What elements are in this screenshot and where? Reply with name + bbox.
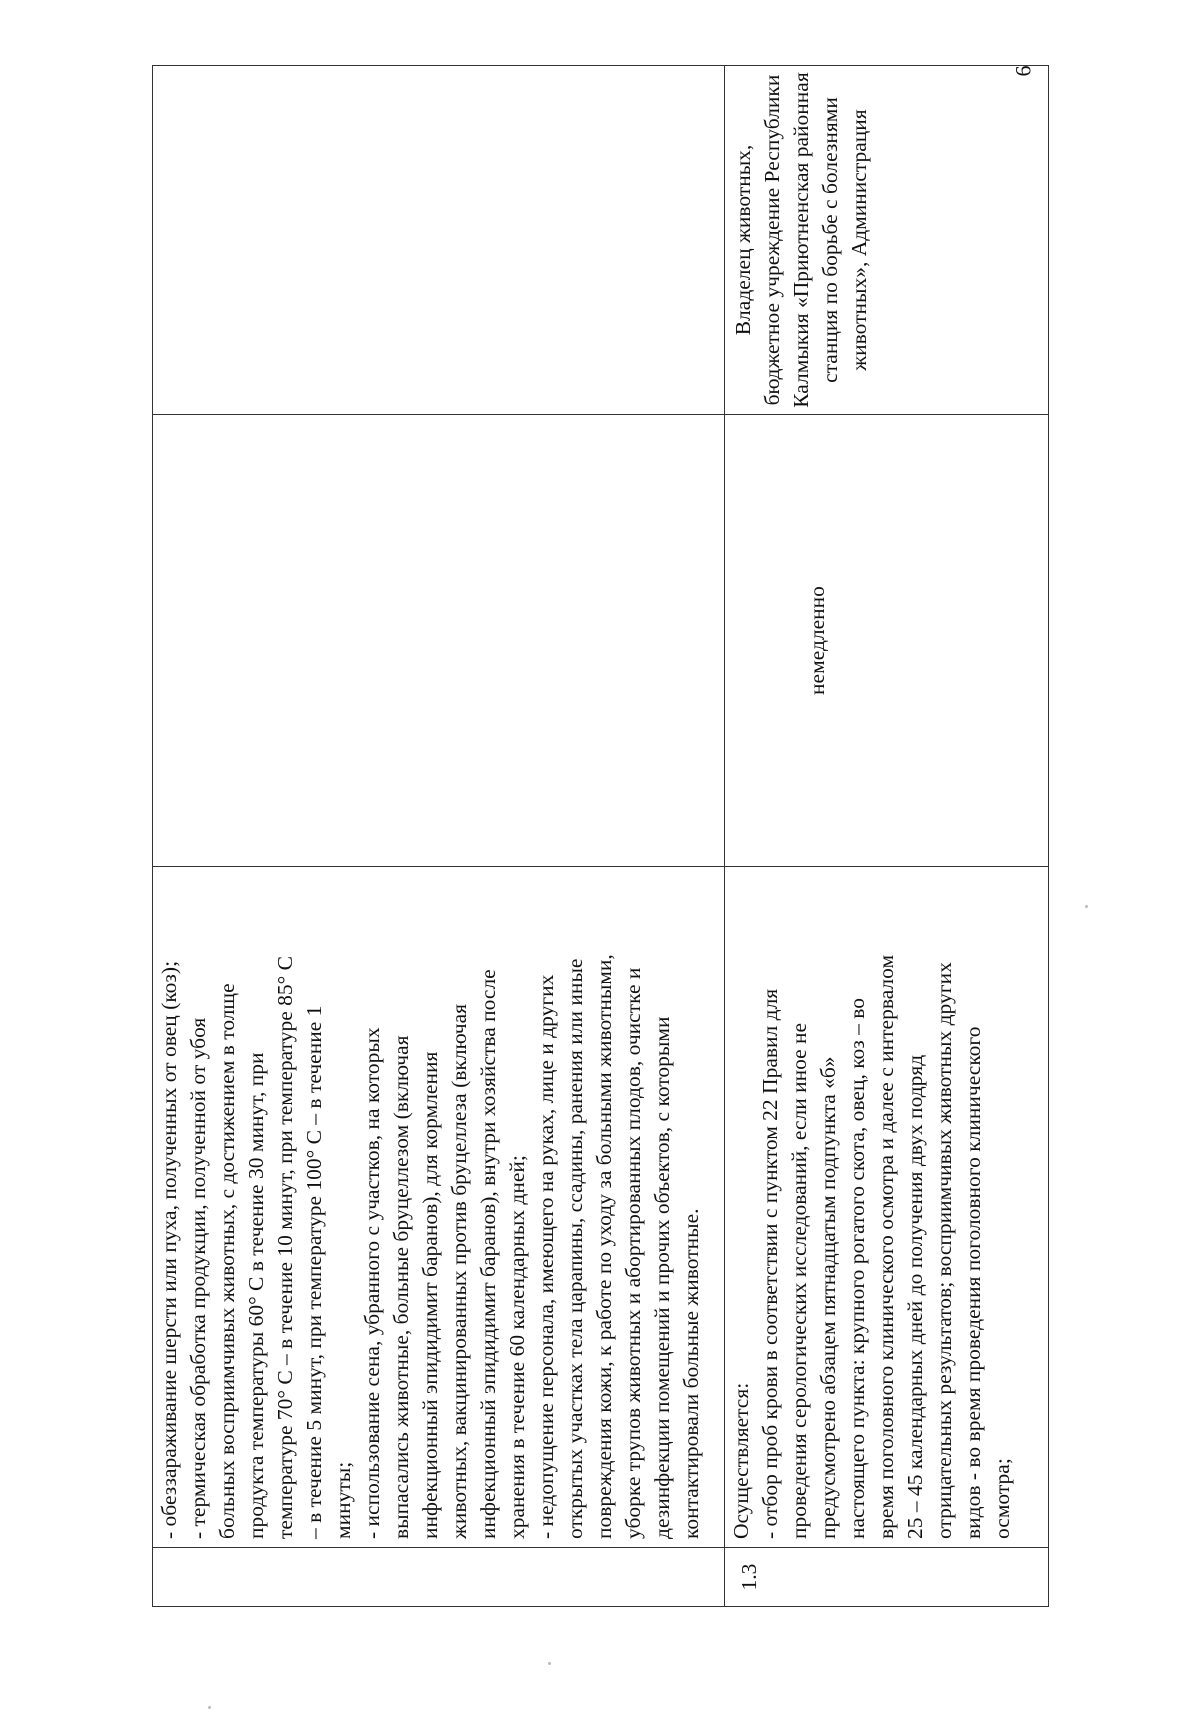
text-line: контактировали больные животные.: [679, 1208, 703, 1539]
rotated-page: [152, 66, 1048, 1607]
text-line: инфекционный эпидидимит баранов), для кормления: [418, 1051, 442, 1539]
measure-text: [153, 867, 706, 1547]
text-line: - отбор проб крови в соответствии с пунктом 22 Правил для: [758, 988, 782, 1539]
text-line: время поголовного клинического осмотра и далее с интервалом: [874, 954, 898, 1539]
scan-speck: [548, 1662, 551, 1665]
text-line: температуре 70° С – в течение 10 минут, при температуре 85° С: [273, 956, 297, 1539]
text-line: Осуществляется:: [729, 1382, 753, 1539]
text-line: повреждения кожи, к работе по уходу за больными животными,: [592, 954, 616, 1539]
table-row: [153, 66, 725, 1607]
row-number-cell: [725, 1548, 1049, 1607]
term-text: немедленно: [805, 586, 829, 695]
text-line: животных», Администрация: [847, 109, 871, 371]
text-line: - обеззараживание шерсти или пуха, полученных от овец (коз);: [157, 960, 181, 1539]
text-line: открытых участках тела царапины, ссадины, ранения или иные: [563, 958, 587, 1539]
text-line: - недопущение персонала, имеющего на руках, лице и других: [534, 974, 558, 1539]
text-line: животных, вакцинированных против бруцеллеза (включая: [447, 1003, 471, 1539]
text-line: 25 – 45 календарных дней до получения двух подряд: [903, 1054, 927, 1539]
text-line: отрицательных результатов; восприимчивых животных других: [932, 962, 956, 1539]
text-line: дезинфекции помещений и прочих объектов, с которыми: [650, 1016, 674, 1539]
responsible-text: [725, 66, 874, 414]
row-number-cell: [153, 1548, 725, 1607]
text-line: - использование сена, убранного с участков, на которых: [360, 1027, 384, 1539]
scan-speck: [1085, 905, 1088, 908]
responsible-cell: [725, 66, 1049, 415]
measure-text-cell: [153, 867, 725, 1548]
text-line: видов - во время проведения поголовного клинического: [961, 1026, 985, 1539]
text-line: Калмыкия «Приютненская районная: [789, 72, 813, 408]
text-line: больных восприимчивых животных, с достижением в толще: [215, 983, 239, 1539]
text-line: минуты;: [331, 1461, 355, 1539]
text-line: уборке трупов животных и абортированных плодов, очистке и: [621, 967, 645, 1539]
text-line: инфекционный эпидидимит баранов), внутри хозяйства после: [476, 969, 500, 1539]
text-line: выпасались животные, больные бруцеллезом (включая: [389, 1035, 413, 1539]
text-line: продукта температуры 60° С в течение 30 минут, при: [244, 1052, 268, 1539]
text-line: настоящего пункта: крупного рогатого скота, овец, коз – во: [845, 997, 869, 1539]
text-line: станция по борьбе с болезнями: [818, 97, 842, 383]
text-line: бюджетное учреждение Республики: [760, 74, 784, 406]
text-line: осмотра;: [990, 1458, 1014, 1539]
measures-table: [152, 65, 1049, 1607]
scan-speck: [208, 1706, 211, 1709]
text-line: предусмотрено абзацем пятнадцатым подпункта «б»: [816, 1056, 840, 1539]
table-row: [725, 66, 1049, 1607]
measure-text-cell: [725, 867, 1049, 1548]
text-line: Владелец животных,: [731, 144, 755, 336]
page-number: 6: [1010, 65, 1036, 77]
responsible-cell: [153, 66, 725, 415]
term-cell: [725, 415, 1049, 867]
text-line: – в течение 5 минут, при температуре 100° С – в течение 1: [302, 1005, 326, 1539]
row-number: 1.3: [737, 1563, 761, 1591]
text-line: проведения серологических исследований, если иное не: [787, 1022, 811, 1539]
text-line: хранения в течение 60 календарных дней;: [505, 1155, 529, 1539]
text-line: - термическая обработка продукции, полученной от убоя: [186, 1017, 210, 1539]
measure-text: [725, 867, 1017, 1547]
term-cell: [153, 415, 725, 867]
